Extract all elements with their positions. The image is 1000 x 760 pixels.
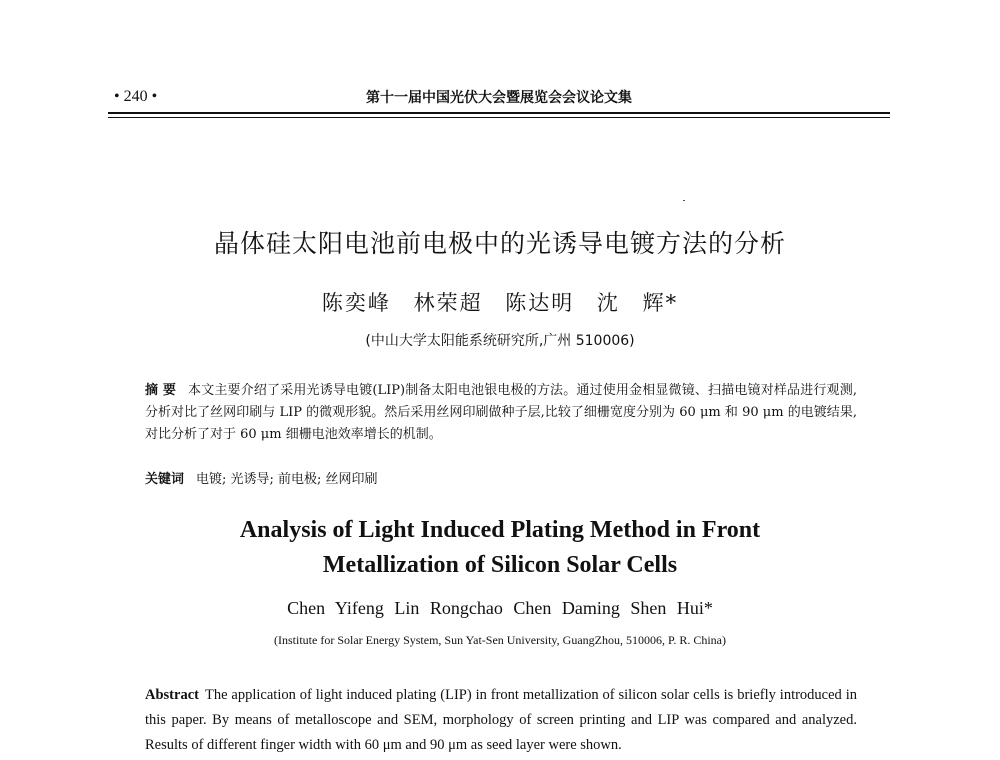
running-header [108, 86, 890, 110]
english-abstract-text: The application of light induced plating (LIP) in front metallization of silicon solar cells is briefly introduced in this paper. By means of metalloscope and SEM, morphology of screen printing and LIP was compared and analyzed. Results of different finger width with 60 μm and 90 μm as seed layer were shown. [145, 687, 857, 753]
chinese-title: 晶体硅太阳电池前电极中的光诱导电镀方法的分析 [213, 229, 786, 258]
chinese-abstract-text: 本文主要介绍了采用光诱导电镀(LIP)制备太阳电池银电极的方法。通过使用金相显微镜、扫描电镜对样品进行观测,分析对比了丝网印刷与 LIP 的微观形貌。然后采用丝网印刷做种子层,比较了细栅宽度分别为 60 μm 和 90 μm 的电镀结果,对比分析了对于 60 μm 细栅电池效率增长的机制。 [145, 383, 857, 442]
chinese-keywords-label: 关键词 [145, 472, 185, 487]
chinese-abstract-label: 摘 要 [145, 383, 177, 398]
chinese-keywords [145, 468, 857, 487]
english-authors: Chen Yifeng Lin Rongchao Chen Daming Shen Hui* [287, 598, 713, 618]
english-title-line-1: Analysis of Light Induced Plating Method in Front [239, 517, 761, 543]
chinese-affiliation: (中山大学太阳能系统研究所,广州 510006) [365, 333, 635, 349]
header-rule-thick [108, 112, 890, 114]
page-number: • 240 • [114, 88, 158, 105]
header-rule-thin [108, 117, 890, 118]
journal-title: 第十一届中国光伏大会暨展览会会议论文集 [366, 90, 632, 106]
english-abstract [145, 683, 857, 758]
english-affiliation: (Institute for Solar Energy System, Sun Yat-Sen University, GuangZhou, 510006, P. R. China) [274, 633, 726, 647]
scan-speck [683, 200, 685, 201]
english-title-line-2: Metallization of Silicon Solar Cells [322, 552, 678, 578]
chinese-authors: 陈奕峰 林荣超 陈达明 沈 辉* [321, 291, 679, 315]
english-title [120, 513, 880, 583]
chinese-abstract [145, 380, 857, 446]
chinese-keywords-text: 电镀; 光诱导; 前电极; 丝网印刷 [196, 472, 378, 487]
english-abstract-label: Abstract [145, 687, 199, 703]
